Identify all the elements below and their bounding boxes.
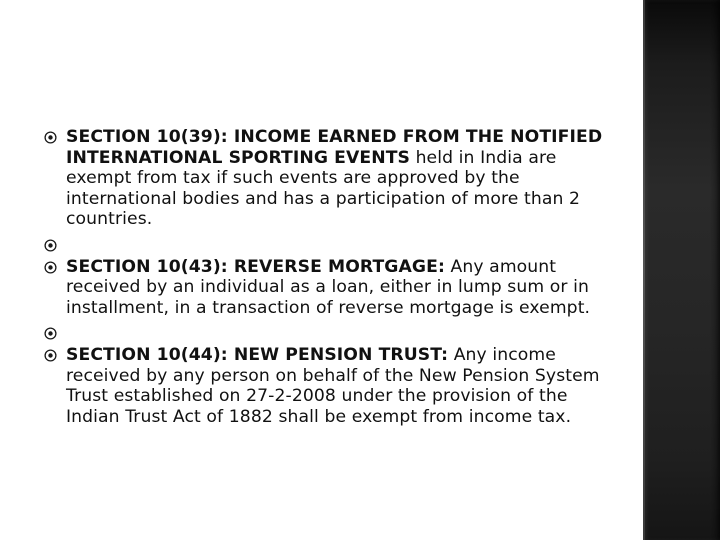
bullet-text: held in India are exempt from tax if such events are approved by the international bodies and has a participation of more than 2 countries.	[66, 147, 581, 229]
bullet-item-section-10-39	[44, 127, 624, 230]
bullet-item-section-10-43	[44, 257, 624, 319]
bullet-heading: SECTION 10(44): NEW PENSION TRUST:	[66, 345, 449, 365]
bullet-text: Any income received by any person on behalf of the New Pension System Trust established on 27-2-2008 under the provision of the Indian Trust Act of 1882 shall be exempt from income tax.	[66, 345, 600, 427]
circled-dot-icon	[44, 327, 57, 340]
bullet-list	[44, 127, 624, 427]
decorative-sidebar	[643, 0, 720, 540]
bullet-heading: SECTION 10(39): INCOME EARNED FROM THE NOTIFIED INTERNATIONAL SPORTING EVENTS	[66, 127, 603, 168]
bullet-item-section-10-44	[44, 345, 624, 427]
circled-dot-icon	[44, 349, 57, 362]
circled-dot-icon	[44, 261, 57, 274]
circled-dot-icon	[44, 239, 57, 252]
circled-dot-icon	[44, 131, 57, 144]
bullet-item-empty	[44, 323, 624, 343]
bullet-text: Any amount received by an individual as a loan, either in lump sum or in installment, in a transaction of reverse mortgage is exempt.	[66, 256, 591, 318]
bullet-item-empty	[44, 235, 624, 255]
bullet-heading: SECTION 10(43): REVERSE MORTGAGE:	[66, 256, 445, 277]
